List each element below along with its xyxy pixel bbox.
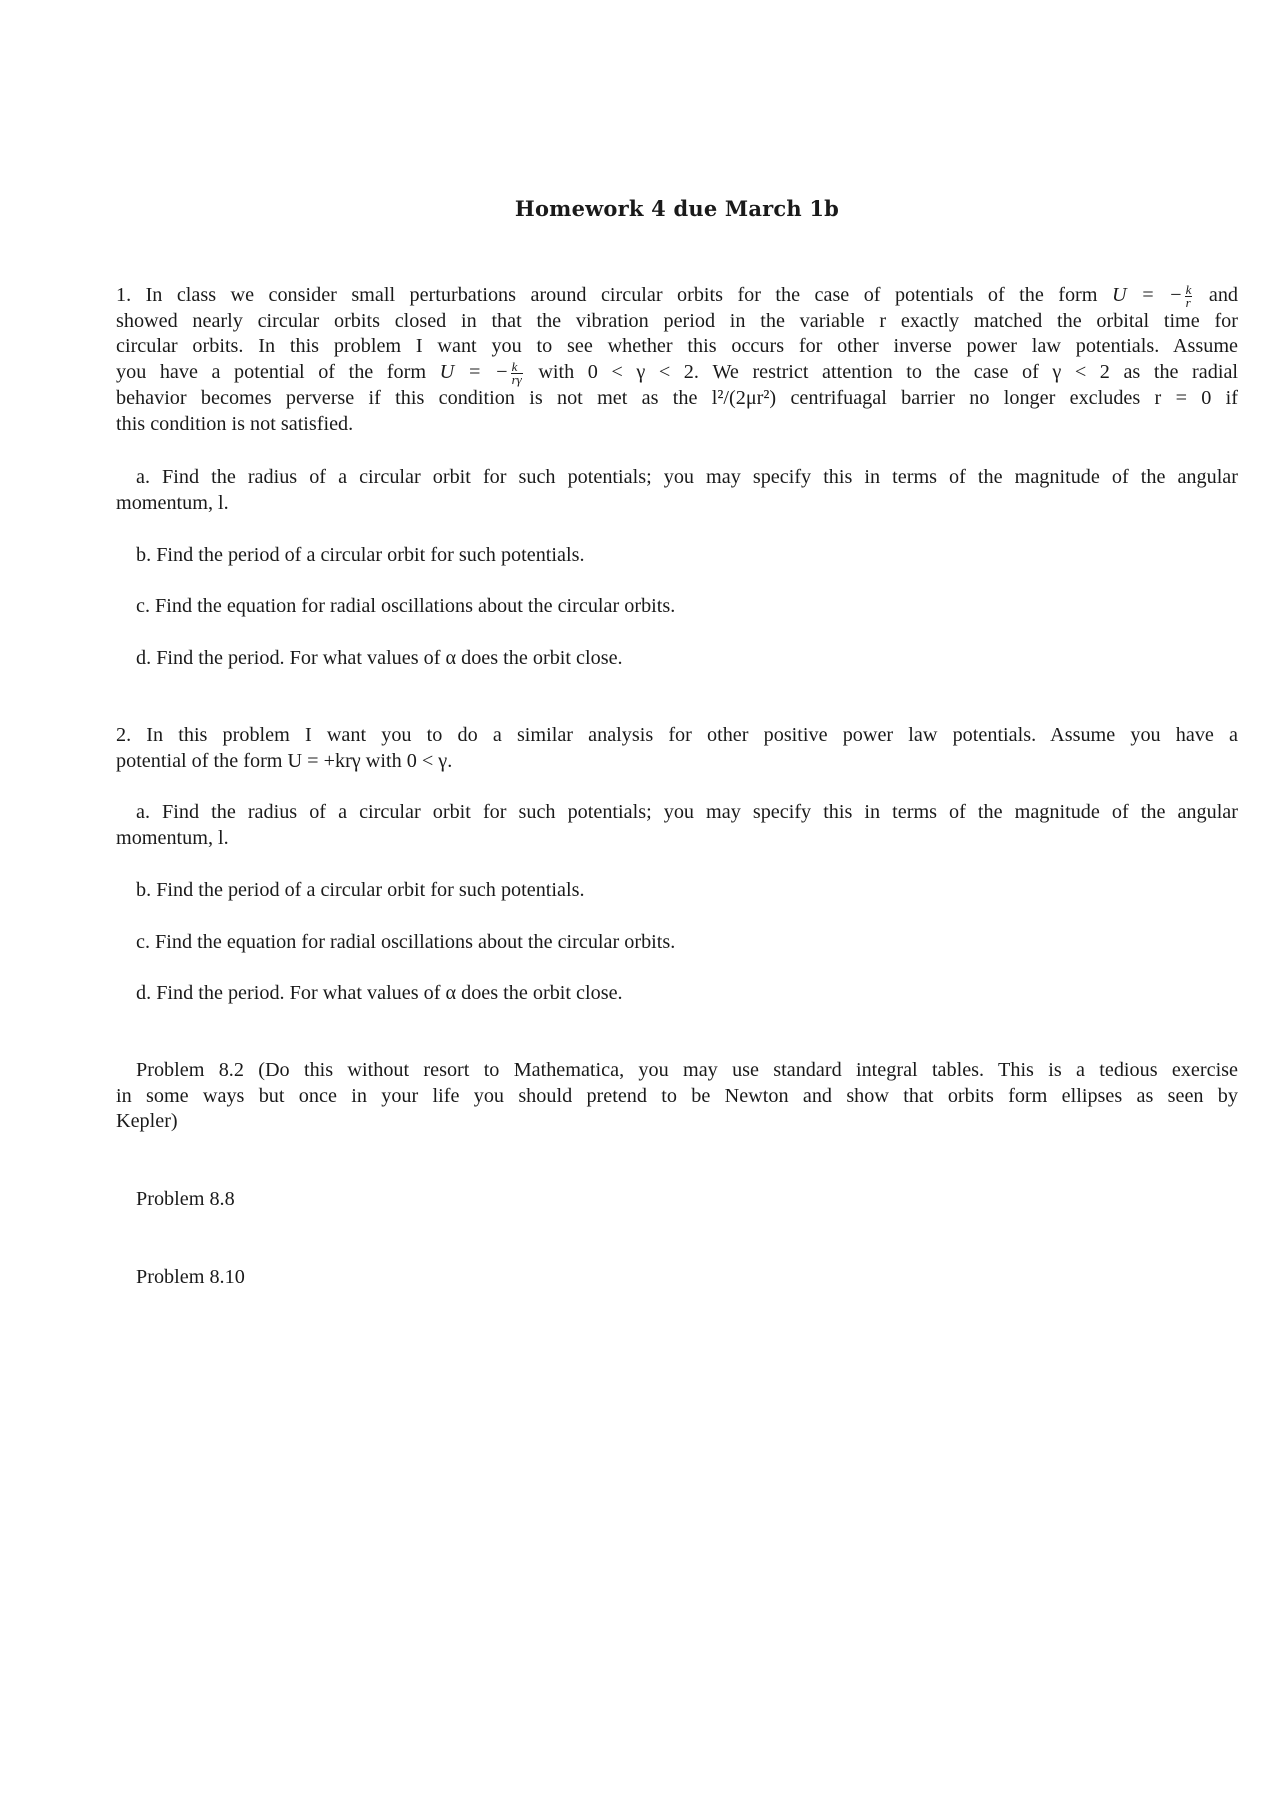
fraction-k-over-r-gamma — [511, 358, 523, 387]
problem-1-line-2: showed nearly circular orbits closed in that the vibration period in the variable r exactly matched the orbital time for — [116, 309, 1238, 332]
problem-1-part-c: c. Find the equation for radial oscillations about the circular orbits. — [136, 595, 676, 617]
problem-8-10: Problem 8.10 — [136, 1266, 245, 1288]
problem-1-line-4 — [116, 360, 1238, 386]
fraction-numerator: k — [511, 361, 523, 374]
problem-2-paragraph — [116, 723, 1238, 774]
document-page — [116, 0, 1238, 1811]
page-title: Homework 4 due March 1b — [514, 196, 840, 221]
fraction-denominator: r — [1185, 294, 1191, 310]
problem-2-part-c: c. Find the equation for radial oscillations about the circular orbits. — [136, 931, 676, 953]
problem-1-line-6: this condition is not satisfied. — [116, 412, 354, 435]
problem-1-line-3: circular orbits. In this problem I want you to see whether this occurs for other inverse power law potentials. Assume — [116, 335, 1238, 358]
problem-1-part-a-line-1: a. Find the radius of a circular orbit for such potentials; you may specify this in terms of the magnitude of the angular — [136, 466, 1238, 488]
problem-1-line-5: behavior becomes perverse if this condition is not met as the l²/(2μr²) centrifuagal barrier no longer excludes r = 0 if — [116, 386, 1238, 409]
problem-8-2-line-1: Problem 8.2 (Do this without resort to Mathematica, you may use standard integral tables. This is a tedious exercise — [136, 1059, 1238, 1081]
problem-2-line-2: potential of the form U = +krγ with 0 < γ. — [116, 749, 453, 772]
problem-1-part-a-line-2: momentum, l. — [116, 491, 229, 514]
problem-1-part-a — [116, 465, 1238, 516]
problem-8-2-line-2: in some ways but once in your life you should pretend to be Newton and show that orbits form ellipses as seen by — [116, 1084, 1238, 1107]
problem-1-equation-2: U = − — [439, 361, 509, 384]
fraction-numerator: k — [1185, 281, 1192, 297]
problem-2-line-1: 2. In this problem I want you to do a similar analysis for other positive power law potentials. Assume you have a — [116, 724, 1238, 746]
problem-1-part-d: d. Find the period. For what values of α does the orbit close. — [136, 647, 623, 669]
problem-1-line-4-end: with 0 < γ < 2. We restrict attention to the case of γ < 2 as the radial — [538, 361, 1239, 384]
fraction-k-over-r — [1185, 281, 1193, 310]
problem-1-line-1-text: 1. In class we consider small perturbations around circular orbits for the case of potentials of the form — [116, 284, 1098, 306]
problem-1-part-b: b. Find the period of a circular orbit for such potentials. — [136, 544, 585, 566]
problem-1-line-4-text: you have a potential of the form — [116, 361, 427, 384]
problem-2-part-a — [116, 800, 1238, 851]
problem-1-paragraph — [116, 283, 1238, 437]
problem-8-2-paragraph — [116, 1058, 1238, 1135]
problem-1-line-1-end: and — [1208, 284, 1239, 306]
problem-1-line-1 — [116, 283, 1238, 309]
fraction-denominator: rγ — [511, 371, 522, 387]
problem-2-part-d: d. Find the period. For what values of α does the orbit close. — [136, 982, 623, 1004]
problem-2-part-b: b. Find the period of a circular orbit for such potentials. — [136, 879, 585, 901]
problem-1-equation-1: U = − — [1111, 284, 1183, 306]
problem-8-2-line-3: Kepler) — [116, 1110, 178, 1133]
problem-2-part-a-line-1: a. Find the radius of a circular orbit for such potentials; you may specify this in terms of the magnitude of the angular — [136, 801, 1238, 823]
problem-2-part-a-line-2: momentum, l. — [116, 826, 229, 849]
problem-8-8: Problem 8.8 — [136, 1188, 235, 1210]
